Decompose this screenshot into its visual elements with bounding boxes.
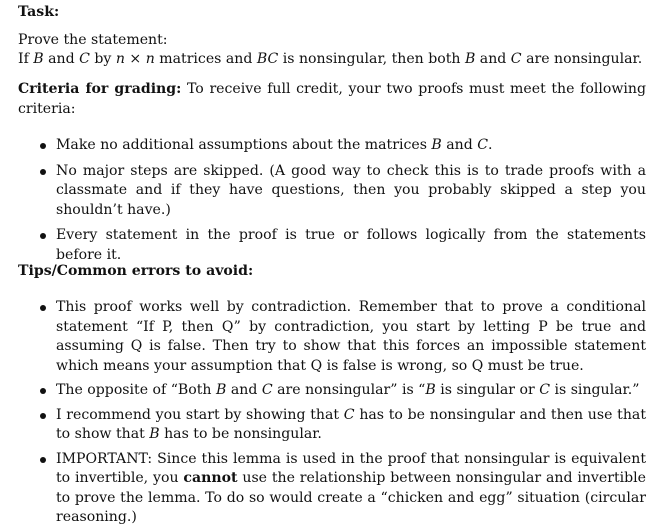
statement-text: are nonsingular.: [521, 51, 643, 67]
statement-text: matrices and: [154, 51, 257, 67]
bullet-icon: [40, 233, 46, 239]
matrix-b: B: [464, 51, 476, 67]
bullet-icon: [40, 388, 46, 394]
matrix-c: C: [79, 51, 90, 67]
matrix-b: B: [431, 137, 442, 153]
bullet-icon: [40, 143, 46, 149]
list-item: No major steps are skipped. (A good way to check this is to trade proofs with a classmate and if they have questions, then you probably skipped a step you shouldn’t have.): [18, 162, 646, 221]
statement-text: is nonsingular, then both: [278, 51, 465, 67]
criteria-paragraph: [18, 80, 646, 119]
criteria-label: Criteria for grading:: [18, 81, 182, 97]
dimension-n: n: [115, 51, 125, 67]
matrix-b: B: [216, 382, 227, 398]
matrix-c: C: [261, 382, 273, 398]
product-bc: BC: [256, 51, 279, 67]
bullet-icon: [40, 305, 46, 311]
matrix-b: B: [33, 51, 44, 67]
statement-text: If: [18, 51, 34, 67]
emphasis-cannot: cannot: [183, 470, 238, 486]
task-heading: Task:: [18, 4, 60, 20]
times-symbol: ×: [124, 51, 146, 67]
list-item: IMPORTANT: Since this lemma is used in the proof that nonsingular is equivalent to invertible, you cannot use the relationship between nonsingular and invertible to prove the lemma. To do so would create a “chicken and egg” situation (circular reasoning.): [18, 450, 646, 528]
matrix-c: C: [343, 406, 355, 423]
bullet-icon: [40, 169, 46, 175]
tips-list: [18, 298, 646, 528]
bullet-icon: [40, 457, 46, 463]
criteria-list: [18, 136, 646, 265]
task-statement: [18, 50, 646, 70]
matrix-b: B: [149, 426, 160, 442]
matrix-c: C: [477, 137, 489, 153]
statement-text: and: [43, 51, 80, 67]
list-item: The opposite of “Both B and C are nonsingular” is “B is singular or C is singular.”: [18, 381, 646, 401]
bullet-icon: [40, 413, 46, 419]
list-item: This proof works well by contradiction. Remember that to prove a conditional statement “If P, then Q” by contradiction, you start by letting P be true and assuming Q is false. Then try to show that this forces an impossible statement which means your assumption that Q is false is wrong, so Q must be true.: [18, 298, 646, 376]
dimension-n: n: [145, 51, 155, 67]
matrix-c: C: [539, 382, 550, 398]
statement-text: by: [89, 51, 116, 67]
criteria-text: To receive full credit, your two proofs must meet the following criteria:: [18, 81, 646, 117]
list-item: Every statement in the proof is true or follows logically from the statements before it.: [18, 226, 646, 265]
list-item: I recommend you start by showing that C has to be nonsingular and then use that to show that B has to be nonsingular.: [18, 406, 646, 445]
list-item: Make no additional assumptions about the matrices B and C.: [18, 136, 646, 156]
task-intro: Prove the statement:: [18, 32, 168, 48]
matrix-c: C: [510, 51, 522, 67]
matrix-b: B: [425, 382, 436, 398]
statement-text: and: [475, 51, 511, 67]
tips-heading: Tips/Common errors to avoid:: [18, 263, 254, 279]
